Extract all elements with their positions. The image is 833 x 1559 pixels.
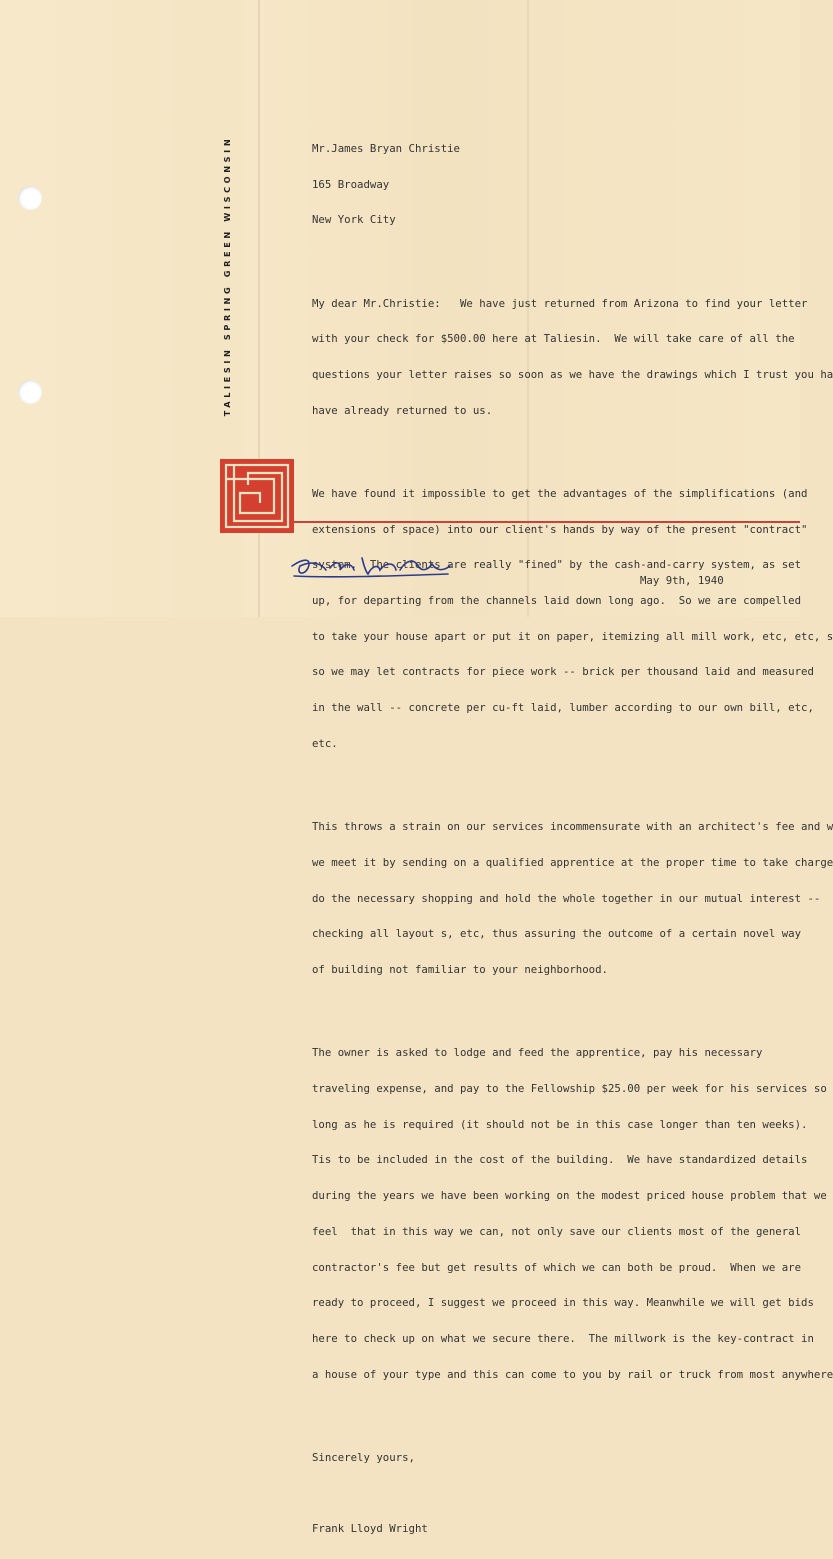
punch-hole	[18, 380, 42, 404]
paragraph-line: a house of your type and this can come to you by rail or truck from most anywhere	[312, 1367, 833, 1381]
signature-typed: Frank Lloyd Wright	[312, 1522, 428, 1536]
paragraph-line: so we may let contracts for piece work -- brick per thousand laid and measured	[312, 665, 814, 679]
punch-hole	[18, 186, 42, 210]
paragraph-line: here to check up on what we secure there. The millwork is the key-contract in	[312, 1331, 814, 1345]
paragraph-line: during the years we have been working on the modest priced house problem that we	[312, 1189, 827, 1203]
letterhead-vertical	[212, 96, 242, 456]
handwritten-signature	[282, 548, 462, 582]
paragraph-line: We have found it impossible to get the advantages of the simplifications (and	[312, 486, 808, 500]
letter-body	[312, 119, 833, 1559]
paragraph-line: contractor's fee but get results of which we can both be proud. When we are	[312, 1260, 802, 1274]
paragraph-line: to take your house apart or put it on paper, itemizing all mill work, etc, etc, s	[312, 629, 833, 643]
address-line: New York City	[312, 213, 396, 227]
paragraph-line: do the necessary shopping and hold the whole together in our mutual interest --	[312, 891, 821, 905]
paragraph-line: extensions of space) into our client's hands by way of the present "contract"	[312, 522, 808, 536]
letter-date: May 9th, 1940	[640, 574, 724, 587]
paragraph-line: checking all layout s, etc, thus assuring the outcome of a certain novel way	[312, 927, 802, 941]
paragraph-line: questions your letter raises so soon as we have the drawings which I trust you ha	[312, 367, 833, 381]
paragraph-line: of building not familiar to your neighborhood.	[312, 963, 608, 976]
paragraph-line: This throws a strain on our services incommensurate with an architect's fee and w	[312, 820, 833, 834]
paragraph-line: Tis to be included in the cost of the building. We have standardized details	[312, 1153, 808, 1167]
address-line: Mr.James Bryan Christie	[312, 141, 460, 155]
letterhead-text: TALIESIN SPRING GREEN WISCONSIN	[222, 135, 232, 417]
paragraph-line: etc.	[312, 736, 338, 750]
taliesin-red-square-logo	[220, 459, 294, 533]
paragraph-line: ready to proceed, I suggest we proceed in this way. Meanwhile we will get bids	[312, 1296, 814, 1310]
paragraph-line: The owner is asked to lodge and feed the apprentice, pay his necessary	[312, 1046, 763, 1060]
paragraph-line: long as he is required (it should not be in this case longer than ten weeks).	[312, 1117, 808, 1131]
paragraph-line: with your check for $500.00 here at Taliesin. We will take care of all the	[312, 332, 795, 346]
paragraph-line: up, for departing from the channels laid down long ago. So we are compelled	[312, 594, 802, 608]
paragraph-line: system. The clients are really "fined" by the cash-and-carry system, as set	[312, 558, 802, 572]
paragraph-line: My dear Mr.Christie: We have just returned from Arizona to find your letter	[312, 296, 808, 310]
address-line: 165 Broadway	[312, 177, 390, 191]
paragraph-line: in the wall -- concrete per cu-ft laid, lumber according to our own bill, etc,	[312, 701, 814, 715]
paragraph-line: we meet it by sending on a qualified apprentice at the proper time to take charge	[312, 855, 833, 869]
paragraph-line: feel that in this way we can, not only save our clients most of the general	[312, 1224, 802, 1238]
paragraph-line: have already returned to us.	[312, 403, 493, 417]
paragraph-line: traveling expense, and pay to the Fellowship $25.00 per week for his services so	[312, 1082, 827, 1096]
closing: Sincerely yours,	[312, 1450, 415, 1464]
